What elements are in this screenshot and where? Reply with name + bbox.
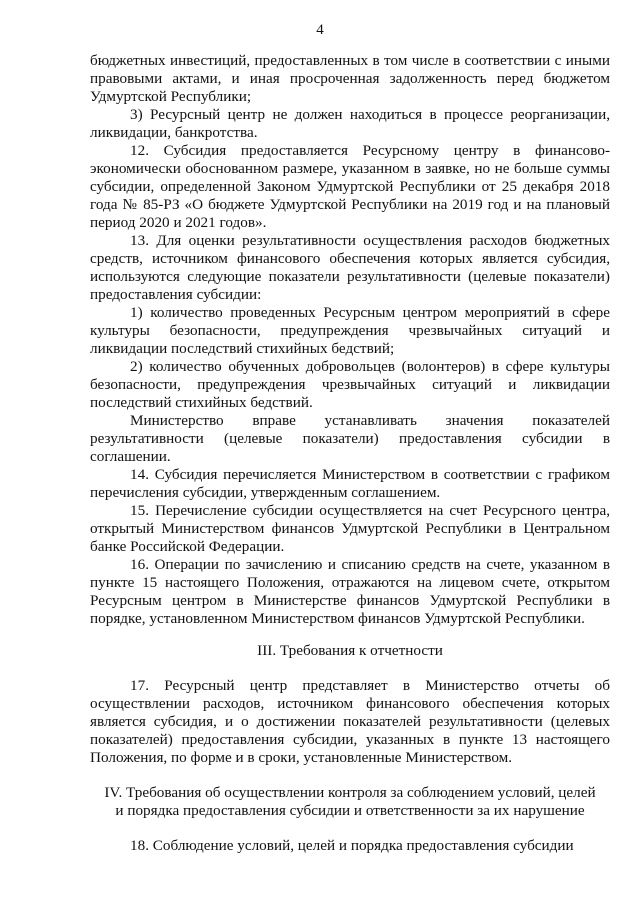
paragraph-13-item-2: 2) количество обученных добровольцев (волонтеров) в сфере культуры безопасности, предупреждения чрезвычайных ситуаций и ликвидации последствий стихийных бедствий.	[90, 358, 610, 411]
paragraph-13-item-1: 1) количество проведенных Ресурсным центром мероприятий в сфере культуры безопасности, предупреждения чрезвычайных ситуаций и ликвидации последствий стихийных бедствий;	[90, 304, 610, 357]
spacer	[90, 767, 610, 784]
paragraph-14: 14. Субсидия перечисляется Министерством в соответствии с графиком перечисления субсидии, утвержденным соглашением.	[90, 466, 610, 501]
section-3-heading: III. Требования к отчетности	[257, 642, 443, 659]
spacer	[90, 820, 610, 837]
section-4-heading-line-2: и порядка предоставления субсидии и ответственности за их нарушение	[115, 802, 585, 819]
paragraph-continuation: бюджетных инвестиций, предоставленных в том числе в соответствии с иными правовыми актами, и иная просроченная задолженность перед бюджетом Удмуртской Республики;	[90, 52, 610, 105]
paragraph-17: 17. Ресурсный центр представляет в Министерство отчеты об осуществлении расходов, источником финансового обеспечения которых является субсидия, и о достижении показателей результативности (целевых показателей) предоставления субсидии, указанных в пункте 13 настоящего Положения, по форме и в сроки, установленные Министерством.	[90, 677, 610, 766]
section-4-heading-line-1: IV. Требования об осуществлении контроля за соблюдением условий, целей	[104, 784, 596, 801]
paragraph-ministry-right: Министерство вправе устанавливать значения показателей результативности (целевые показатели) предоставления субсидии в соглашении.	[90, 412, 610, 465]
paragraph-item-3: 3) Ресурсный центр не должен находиться в процессе реорганизации, ликвидации, банкротства.	[90, 106, 610, 141]
paragraph-16: 16. Операции по зачислению и списанию средств на счете, указанном в пункте 15 настоящего Положения, отражаются на лицевом счете, открытом Ресурсным центром в Министерстве финансов Удмуртской Республики в порядке, установленном Министерством финансов Удмуртской Республики.	[90, 556, 610, 627]
paragraph-13: 13. Для оценки результативности осуществления расходов бюджетных средств, источником финансового обеспечения которых является субсидия, используются следующие показатели результативности (целевые показатели) предоставления субсидии:	[90, 232, 610, 303]
spacer	[90, 628, 610, 642]
spacer	[90, 660, 610, 677]
paragraph-15: 15. Перечисление субсидии осуществляется на счет Ресурсного центра, открытый Министерством финансов Удмуртской Республики в Центральном банке Российской Федерации.	[90, 502, 610, 555]
document-body	[90, 52, 610, 855]
paragraph-12: 12. Субсидия предоставляется Ресурсному центру в финансово-экономически обоснованном размере, указанном в заявке, но не больше суммы субсидии, определенной Законом Удмуртской Республики от 25 декабря 2018 года № 85-РЗ «О бюджете Удмуртской Республики на 2019 год и на плановый период 2020 и 2021 годов».	[90, 142, 610, 231]
paragraph-18: 18. Соблюдение условий, целей и порядка предоставления субсидии	[130, 837, 574, 854]
page-number: 4	[316, 22, 324, 38]
